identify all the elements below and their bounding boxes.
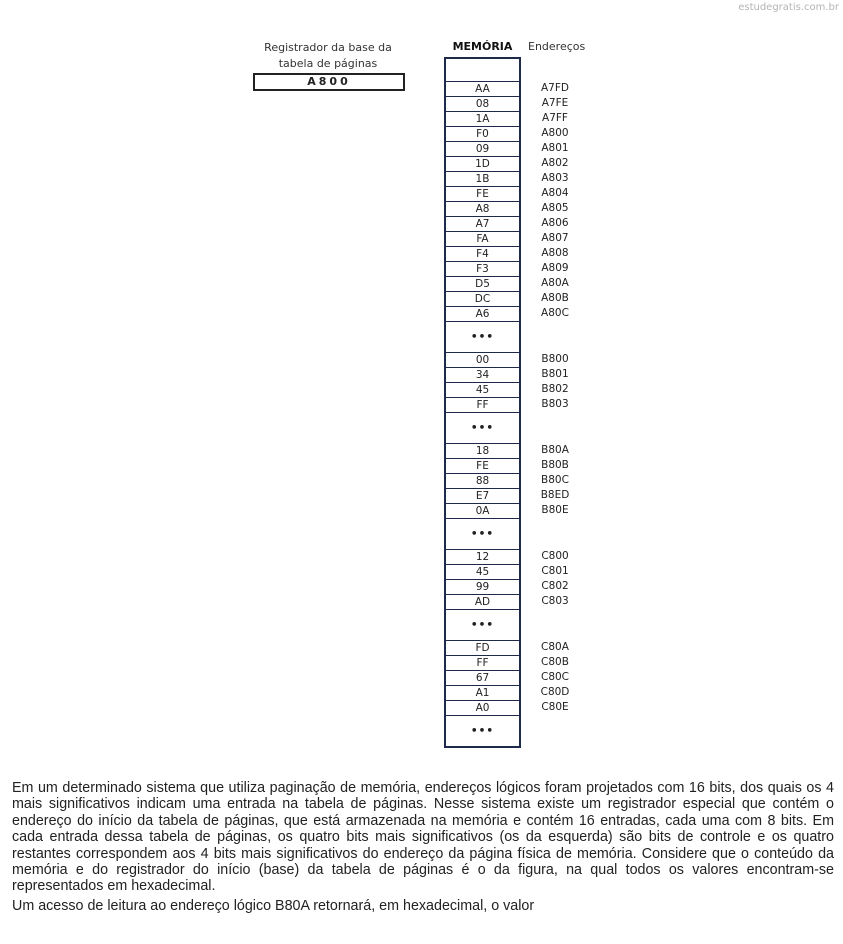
memory-cell: F4: [446, 246, 519, 261]
memory-address: A809: [541, 262, 569, 274]
memory-address: B803: [541, 398, 569, 410]
memory-cell: 08: [446, 96, 519, 111]
memory-address: A806: [541, 217, 569, 229]
memory-cell-blank: [446, 59, 519, 81]
memory-address-spacer: [530, 412, 580, 443]
memory-address: A801: [541, 142, 569, 154]
memory-address-spacer: [530, 321, 580, 352]
memory-ellipsis: •••: [446, 412, 519, 443]
memory-cell: FF: [446, 397, 519, 412]
memory-cell: FF: [446, 655, 519, 670]
memory-cell: A8: [446, 201, 519, 216]
memory-cell: A0: [446, 700, 519, 715]
memory-cell: D5: [446, 276, 519, 291]
memory-ellipsis: •••: [446, 609, 519, 640]
memory-cell: 99: [446, 579, 519, 594]
memory-ellipsis: •••: [446, 321, 519, 352]
memory-address-spacer: [530, 59, 580, 81]
memory-cell: 1B: [446, 171, 519, 186]
memory-address: A7FD: [541, 82, 569, 94]
memory-address-spacer: [530, 609, 580, 640]
addresses-header: Endereços: [528, 40, 586, 53]
memory-cell: A6: [446, 306, 519, 321]
memory-address: B80A: [541, 444, 569, 456]
register-value-box: A800: [253, 73, 405, 91]
memory-address: C803: [541, 595, 569, 607]
memory-address: C80A: [541, 641, 569, 653]
memory-column: [444, 57, 521, 748]
memory-ellipsis: •••: [446, 715, 519, 746]
memory-address: A80C: [541, 307, 569, 319]
memory-address: A80B: [541, 292, 569, 304]
memory-address: B800: [541, 353, 569, 365]
memory-address: C80E: [541, 701, 569, 713]
memory-address: A7FE: [541, 97, 569, 109]
memory-ellipsis: •••: [446, 518, 519, 549]
memory-cell: 45: [446, 382, 519, 397]
memory-cell: 09: [446, 141, 519, 156]
memory-cell: FD: [446, 640, 519, 655]
memory-address: A807: [541, 232, 569, 244]
question-paragraph-2: Um acesso de leitura ao endereço lógico B80A retornará, em hexadecimal, o valor: [12, 897, 535, 914]
memory-cell: 45: [446, 564, 519, 579]
memory-cell: 34: [446, 367, 519, 382]
memory-cell: F3: [446, 261, 519, 276]
memory-address: C80D: [540, 686, 570, 698]
memory-address: B8ED: [540, 489, 570, 501]
memory-address: C80B: [541, 656, 569, 668]
memory-address: A80A: [541, 277, 569, 289]
memory-address: B801: [541, 368, 569, 380]
memory-address: C802: [541, 580, 569, 592]
memory-cell: 18: [446, 443, 519, 458]
memory-cell: FA: [446, 231, 519, 246]
memory-cell: 12: [446, 549, 519, 564]
memory-cell: FE: [446, 186, 519, 201]
memory-cell: E7: [446, 488, 519, 503]
memory-address: A800: [541, 127, 569, 139]
question-text: [12, 780, 834, 917]
memory-address: B802: [541, 383, 569, 395]
memory-cell: 1D: [446, 156, 519, 171]
memory-cell: 67: [446, 670, 519, 685]
memory-address: A805: [541, 202, 569, 214]
memory-address: B80C: [541, 474, 569, 486]
memory-address: A7FF: [542, 112, 568, 124]
memory-cell: A7: [446, 216, 519, 231]
memory-address: C80C: [540, 671, 570, 683]
memory-cell: DC: [446, 291, 519, 306]
memory-cell: 0A: [446, 503, 519, 518]
address-column: [530, 59, 580, 746]
memory-cell: A1: [446, 685, 519, 700]
memory-cell: 00: [446, 352, 519, 367]
memory-address: B80E: [541, 504, 569, 516]
memory-address: A803: [541, 172, 569, 184]
memory-header: MEMÓRIA: [452, 40, 513, 53]
memory-address: C800: [541, 550, 569, 562]
memory-cell: FE: [446, 458, 519, 473]
memory-cell: F0: [446, 126, 519, 141]
memory-cell: 88: [446, 473, 519, 488]
memory-address: C801: [541, 565, 569, 577]
memory-cell: AD: [446, 594, 519, 609]
question-paragraph-1: Em um determinado sistema que utiliza paginação de memória, endereços lógicos foram projetados com 16 bits, dos quais os 4 mais significativos indicam uma entrada na tabela de páginas. Nesse sistema existe um registrador especial que contém o endereço do início da tabela de páginas, que está armazenada na memória e contém 16 entradas, cada uma com 8 bits. Em cada entrada dessa tabela de páginas, os quatro bits mais significativos (os da esquerda) são bits de controle e os quatro restantes correspondem aos 4 bits mais significativos do endereço da página física de memória. Considere que o conteúdo da memória e do registrador do início (base) da tabela de páginas é o da figura, na qual todos os valores encontram-se representados em hexadecimal.: [12, 780, 834, 895]
memory-address: A804: [541, 187, 569, 199]
memory-address: A808: [541, 247, 569, 259]
watermark: estudegratis.com.br: [738, 2, 839, 13]
memory-cell: 1A: [446, 111, 519, 126]
register-label: [252, 40, 404, 72]
register-label-line1: Registrador da base da: [264, 41, 392, 54]
memory-address-spacer: [530, 518, 580, 549]
memory-address: A802: [541, 157, 569, 169]
memory-cell: AA: [446, 81, 519, 96]
memory-address-spacer: [530, 715, 580, 746]
memory-address: B80B: [541, 459, 569, 471]
register-label-line2: tabela de páginas: [278, 57, 378, 70]
